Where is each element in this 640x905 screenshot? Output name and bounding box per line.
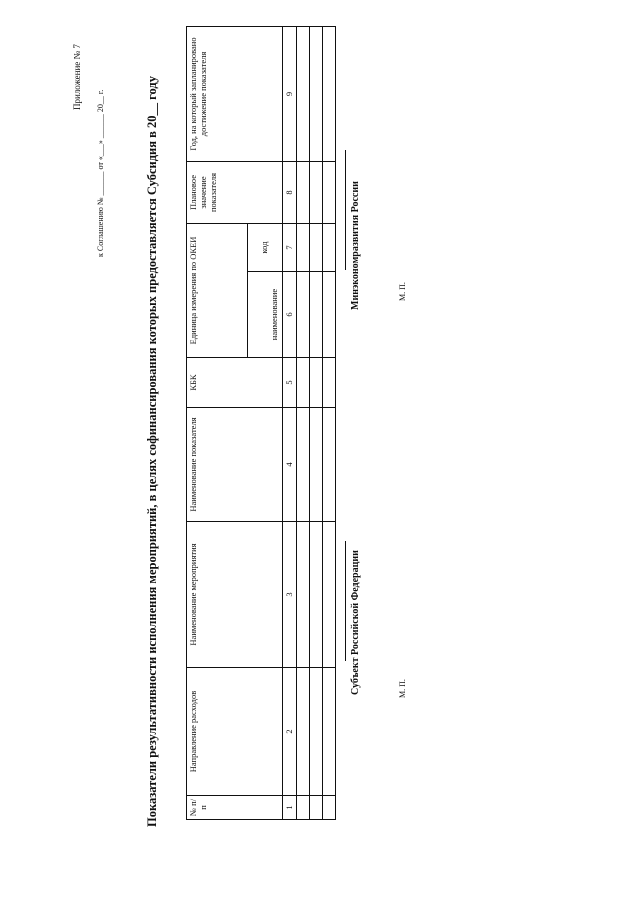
agreement-reference: к Соглашению № ______ от «___» ______ 20__ г. — [96, 89, 105, 257]
subject-stamp-place: М. П. — [398, 679, 407, 698]
ministry-signature-line — [345, 150, 346, 270]
document-title: Показатели результативности исполнения мероприятий, в целях софинансирования которых предоставляется Субсидия в 20__ году — [145, 76, 159, 827]
col-header-indicator: Наименование показателя — [187, 408, 283, 522]
col-number-8: 8 — [283, 161, 297, 223]
col-header-number: № п/п — [187, 796, 283, 820]
table-row — [310, 26, 323, 819]
col-header-planned-value: Плановое значение показателя — [187, 161, 283, 223]
col-header-direction: Направление расходов — [187, 668, 283, 796]
table-row — [323, 26, 336, 819]
col-header-unit-name: наименование — [248, 272, 283, 358]
col-number-6: 6 — [283, 272, 297, 358]
ministry-stamp-place: М. П. — [398, 282, 407, 301]
col-number-2: 2 — [283, 668, 297, 796]
col-header-activity: Наименование мероприятия — [187, 522, 283, 668]
results-table — [186, 26, 336, 820]
col-header-unit-code: код — [248, 223, 283, 271]
col-number-4: 4 — [283, 408, 297, 522]
ministry-signatory-label: Минэкономразвития России — [350, 181, 361, 310]
col-number-9: 9 — [283, 26, 297, 161]
subject-signatory-label: Субъект Российской Федерации — [350, 550, 361, 695]
col-number-1: 1 — [283, 796, 297, 820]
col-header-kbk: КБК — [187, 358, 283, 408]
subject-signature-line — [345, 541, 346, 661]
col-number-5: 5 — [283, 358, 297, 408]
appendix-label: Приложение № 7 — [72, 44, 82, 110]
col-header-target-year: Год, на который запланировано достижение показателя — [187, 26, 283, 161]
col-number-3: 3 — [283, 522, 297, 668]
col-header-unit: Единица измерения по ОКЕИ — [187, 223, 248, 357]
col-number-7: 7 — [283, 223, 297, 271]
table-row — [297, 26, 310, 819]
